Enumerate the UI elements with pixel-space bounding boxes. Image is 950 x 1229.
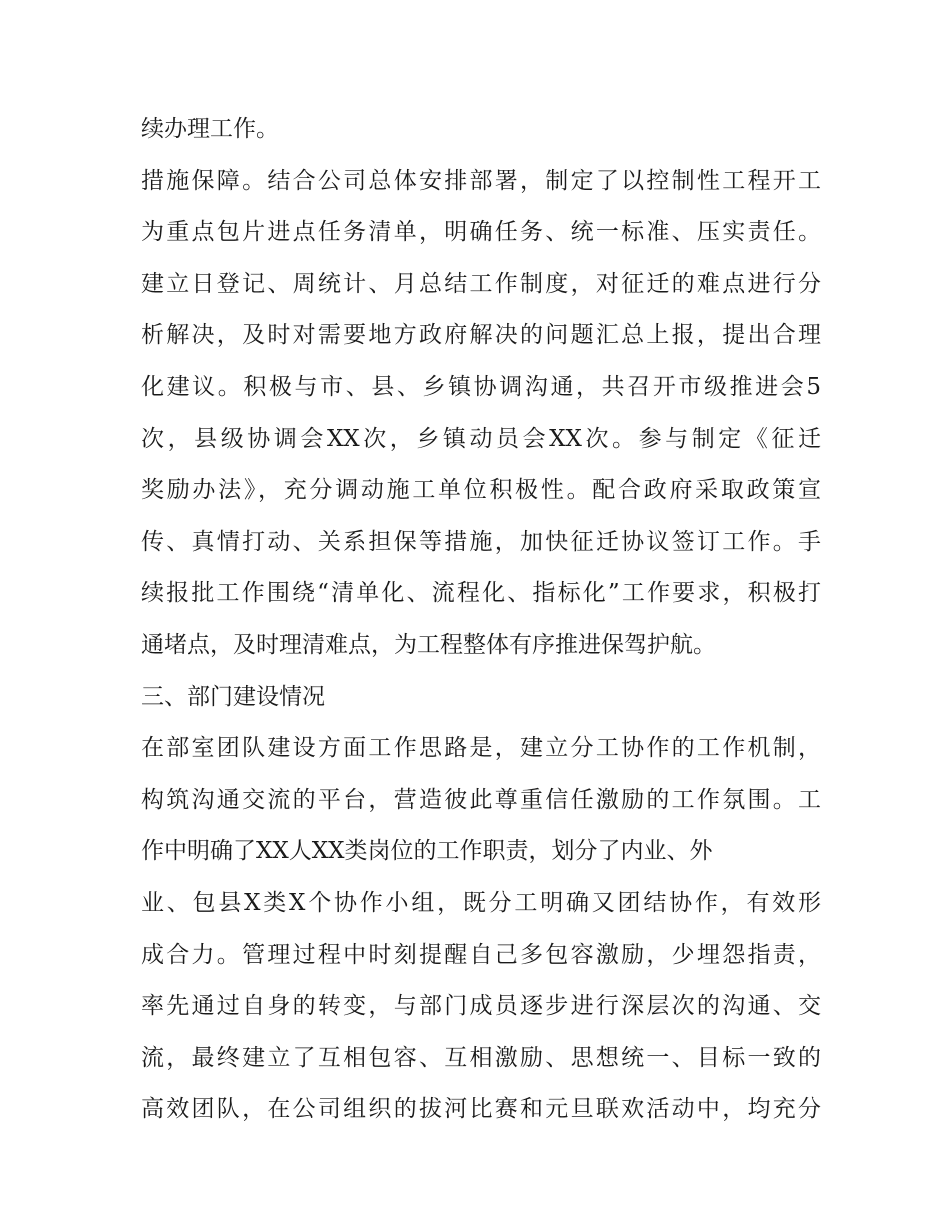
paragraph-line: 在部室团队建设方面工作思路是，建立分工协作的工作机制，: [141, 735, 821, 762]
paragraph-line: 措施保障。结合公司总体安排部署，制定了以控制性工程开工: [141, 167, 821, 194]
paragraph-line: 析解决，及时对需要地方政府解决的问题汇总上报，提出合理: [141, 322, 821, 349]
paragraph-line: 构筑沟通交流的平台，营造彼此尊重信任激励的工作氛围。工: [141, 786, 821, 813]
paragraph-line: 业、包县X类X个协作小组，既分工明确又团结协作，有效形: [141, 889, 821, 916]
paragraph-line: 高效团队，在公司组织的拔河比赛和元旦联欢活动中，均充分: [141, 1096, 821, 1123]
paragraph-line: 传、真情打动、关系担保等措施，加快征迁协议签订工作。手: [141, 528, 821, 555]
paragraph-line: 作中明确了XX人XX类岗位的工作职责，划分了内业、外: [141, 838, 713, 865]
paragraph-line: 建立日登记、周统计、月总结工作制度，对征迁的难点进行分: [141, 270, 821, 297]
paragraph-line: 通堵点，及时理清难点，为工程整体有序推进保驾护航。: [141, 631, 716, 658]
paragraph-line: 为重点包片进点任务清单，明确任务、统一标准、压实责任。: [141, 219, 821, 246]
paragraph-line: 成合力。管理过程中时刻提醒自己多包容激励，少埋怨指责，: [141, 941, 821, 968]
paragraph-line: 化建议。积极与市、县、乡镇协调沟通，共召开市级推进会5: [141, 373, 821, 400]
paragraph-line: 续办理工作。: [141, 116, 279, 142]
section-heading: 三、部门建设情况: [141, 683, 325, 710]
paragraph-line: 流，最终建立了互相包容、互相激励、思想统一、目标一致的: [141, 1044, 821, 1071]
paragraph-line: 率先通过自身的转变，与部门成员逐步进行深层次的沟通、交: [141, 993, 821, 1020]
paragraph-line: 奖励办法》，充分调动施工单位积极性。配合政府采取政策宣: [141, 477, 821, 504]
paragraph-line: 次，县级协调会XX次，乡镇动员会XX次。参与制定《征迁: [141, 425, 821, 452]
paragraph-line: 续报批工作围绕“清单化、流程化、指标化”工作要求，积极打: [141, 580, 821, 607]
document-body: [141, 104, 821, 1136]
